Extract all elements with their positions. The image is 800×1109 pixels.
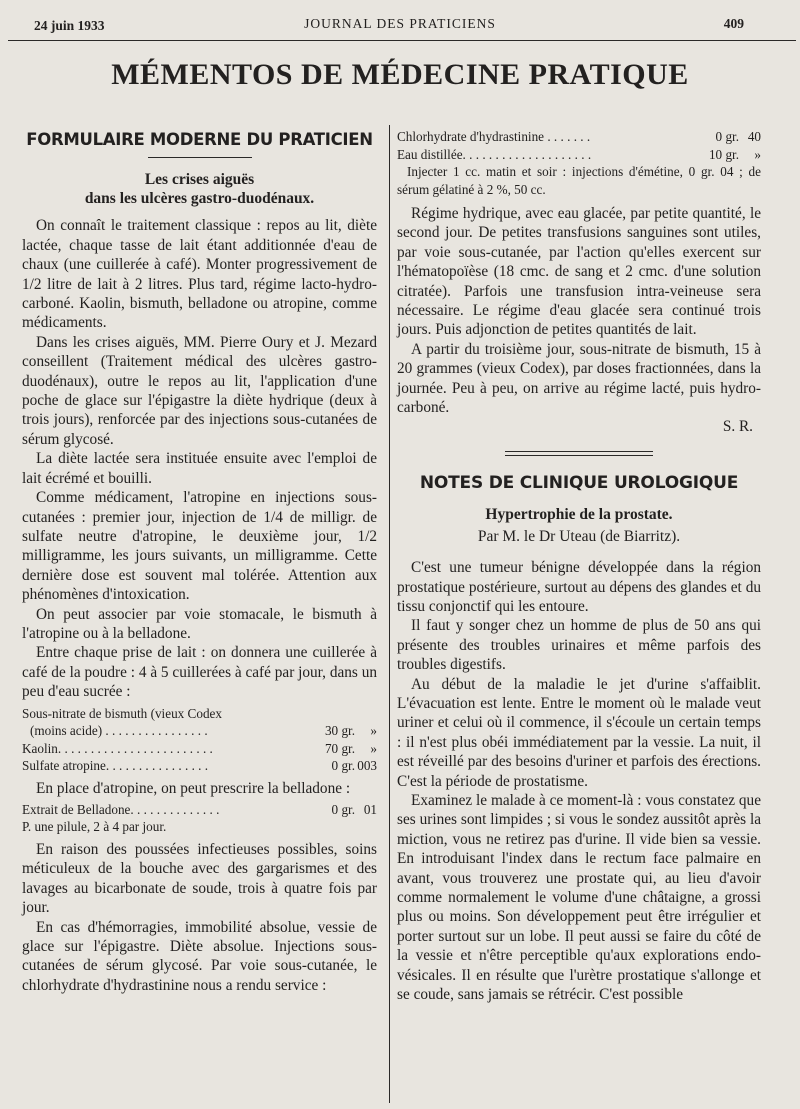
ingredient-name: Sulfate atropine. . . . . . . . . . . . . . . . [22, 758, 209, 774]
left-column [22, 128, 377, 995]
ingredient-qty: 0 gr. [331, 758, 355, 774]
formula-line [22, 722, 377, 740]
ingredient-qty: 0 gr. [715, 129, 739, 144]
paragraph: Il faut y songer chez un homme de plus de 50 ans qui présente des troubles urinaires et même parfois des troubles digestifs. [397, 617, 761, 674]
subheading-line-1: Les crises aiguës [144, 171, 255, 189]
formula-line [397, 146, 761, 164]
paragraph: Entre chaque prise de lait : on donnera une cuillerée à café de la poudre : 4 à 5 cuillerées à café par jour, dans un peu d'eau sucrée : [22, 644, 377, 701]
ingredient-name: Eau distillée. . . . . . . . . . . . . . . . . . . . [397, 146, 592, 162]
paragraph: On connaît le traitement classique : repos au lit, diète lactée, chaque tasse de lait étant additionnée d'eau de chaux (une cuillerée à café). Monter progressivement de 1/2 litre de lait à 2 litres. Plus tard, régime lacto-hydro-carboné. Kaolin, bismuth, belladone ou atropine, comme médicaments. [22, 217, 377, 332]
ingredient-decimal: 01 [363, 801, 377, 817]
article-byline: Par M. le Dr Uteau (de Biarritz). [477, 527, 681, 545]
section-rule [148, 157, 252, 158]
ingredient-decimal: » [370, 740, 377, 756]
paragraph: Dans les crises aiguës, MM. Pierre Oury et J. Mezard conseillent (Traitement médical des ulcères gastro-duodénaux), outre le repos au lit, l'application d'une poche de glace sur l'épigastre la diète hydrique (deux à trois jours), renforcée par des injections sous-cutanées de sérum glycosé. [22, 333, 377, 448]
formula-note: Injecter 1 cc. matin et soir : injections d'émétine, 0 gr. 04 ; de sérum gélatiné à 2 %, 50 cc. [397, 164, 761, 197]
ingredient-name: Kaolin. . . . . . . . . . . . . . . . . . . . . . . . [22, 740, 213, 756]
ingredient-decimal: 003 [357, 758, 377, 774]
header-page-number: 409 [723, 16, 744, 31]
formula-line [22, 801, 377, 819]
ingredient-name: Chlorhydrate d'hydrastinine . . . . . . . [397, 129, 591, 144]
prescription-bismuth-kaolin [22, 705, 377, 775]
section-title-urologique: NOTES DE CLINIQUE UROLOGIQUE [419, 472, 739, 493]
paragraph: On peut associer par voie stomacale, le bismuth à l'atropine ou à la belladone. [22, 605, 377, 642]
ingredient-qty: 70 gr. [324, 740, 355, 756]
paragraph: A partir du troisième jour, sous-nitrate de bismuth, 15 à 20 grammes (vieux Codex), par doses fractionnées, dans la journée. Peu à peu, on arrive au régime lacté, puis hydro-carboné. [397, 340, 761, 417]
paragraph: C'est une tumeur bénigne développée dans la région prostatique postérieure, surtout au dépens des glandes et du tissu conjonctif qui les entoure. [397, 559, 761, 615]
paragraph: Au début de la maladie le jet d'urine s'affaiblit. L'évacuation est lente. Entre le moment où le malade veut uriner et celui où il commence, il s'écoule un certain temps : il n'est plus obéi immédiatement par la vessie. La nuit, il est réveillé par des besoins d'uriner et parfois des érections. C'est la période de prostatisme. [397, 675, 761, 790]
main-title: MÉMENTOS DE MÉDECINE PRATIQUE [111, 58, 689, 91]
running-header [0, 16, 800, 38]
subheading-line-2: dans les ulcères gastro-duodénaux. [84, 190, 315, 208]
paragraph: La diète lactée sera instituée ensuite avec l'emploi de lait écrémé et bouilli. [22, 450, 377, 487]
paragraph: En place d'atropine, on peut prescrire la belladone : [36, 779, 351, 797]
ingredient-name: Extrait de Belladone. . . . . . . . . . . . . . [22, 801, 220, 817]
paragraph: En cas d'hémorragies, immobilité absolue, vessie de glace sur l'épigastre. Diète absolue. Injections sous-cutanées de sérum glycosé. Par voie sous-cutanée, le chlorhydrate d'hydrastinine nous a rendu service : [22, 918, 377, 994]
ingredient-name: (moins acide) . . . . . . . . . . . . . . . . [30, 723, 208, 739]
ingredient-qty: 30 gr. [324, 723, 355, 739]
column-divider [389, 125, 390, 1103]
section-title-formulaire: FORMULAIRE MODERNE DU PRATICIEN [26, 130, 373, 149]
paragraph: Examinez le malade à ce moment-là : vous constatez que ses urines sont limpides ; si vous le sondez aussitôt après la miction, vous ne retirez pas d'urine. Il vide bien sa vessie. En introduisant l'index dans le rectum face palmaire en avant, vous trouverez une prostate qui, au lieu d'avoir comme normalement le volume d'une châtaigne, a grossi plus ou moins. Son développement peut être irrégulier et porter surtout sur un lobe. Il peut aussi se faire du côté de la vessie et n'être perceptible qu'aux explorations endo-vésicales. Il en résulte que l'urètre prostatique s'allonge et se coude, sans jamais se rétrécir. C'est possible [397, 791, 761, 1004]
paragraph: Comme médicament, l'atropine en injections sous-cutanées : premier jour, injection de 1/4 de milligr. de sulfate neutre d'atropine, le deuxième jour, 1/2 milligramme, les jours suivants, un milligramme. Cette dernière dose est souvent mal tolérée. Attention aux phénomènes d'intoxication. [22, 489, 377, 604]
header-date: 24 juin 1933 [34, 18, 105, 33]
formula-note: P. une pilule, 2 à 4 par jour. [22, 819, 167, 835]
ingredient-decimal: 40 [747, 129, 761, 144]
ingredient-decimal: » [754, 146, 761, 162]
formula-line [22, 705, 377, 723]
article-subheading [22, 170, 377, 208]
right-column [397, 128, 761, 1004]
header-rule [8, 40, 796, 41]
paragraph: En raison des poussées infectieuses possibles, soins méticuleux de la bouche avec des gargarismes et des lavages au bicarbonate de soude, trois à quatre fois par jour. [22, 840, 377, 917]
formula-line [22, 757, 377, 775]
ingredient-decimal: » [370, 723, 377, 739]
article-title: Hypertrophie de la prostate. [485, 506, 673, 524]
ingredient-qty: 0 gr. [331, 801, 355, 817]
prescription-hydrastinine [397, 128, 761, 198]
ingredient-name: Sous-nitrate de bismuth (vieux Codex [22, 705, 222, 721]
formula-line [22, 740, 377, 758]
prescription-belladone [22, 801, 377, 836]
paragraph: Régime hydrique, avec eau glacée, par petite quantité, le second jour. De petites transfusions sanguines sont utiles, par voie sous-cutanée, par l'action qu'elles exercent sur l'hématopoïèse (18 cmc. de sang et 2 cmc. d'une solution citratée). Parfois une transfusion intra-veineuse sera nécessaire. Le régime d'eau glacée sera continué trois jours. Puis adjonction de petites quantités de lait. [397, 205, 761, 339]
header-journal-name: JOURNAL DES PRATICIENS [304, 16, 496, 31]
section-separator [505, 451, 653, 456]
author-signature: S. R. [722, 418, 753, 436]
ingredient-qty: 10 gr. [708, 146, 739, 162]
formula-line [397, 128, 761, 146]
